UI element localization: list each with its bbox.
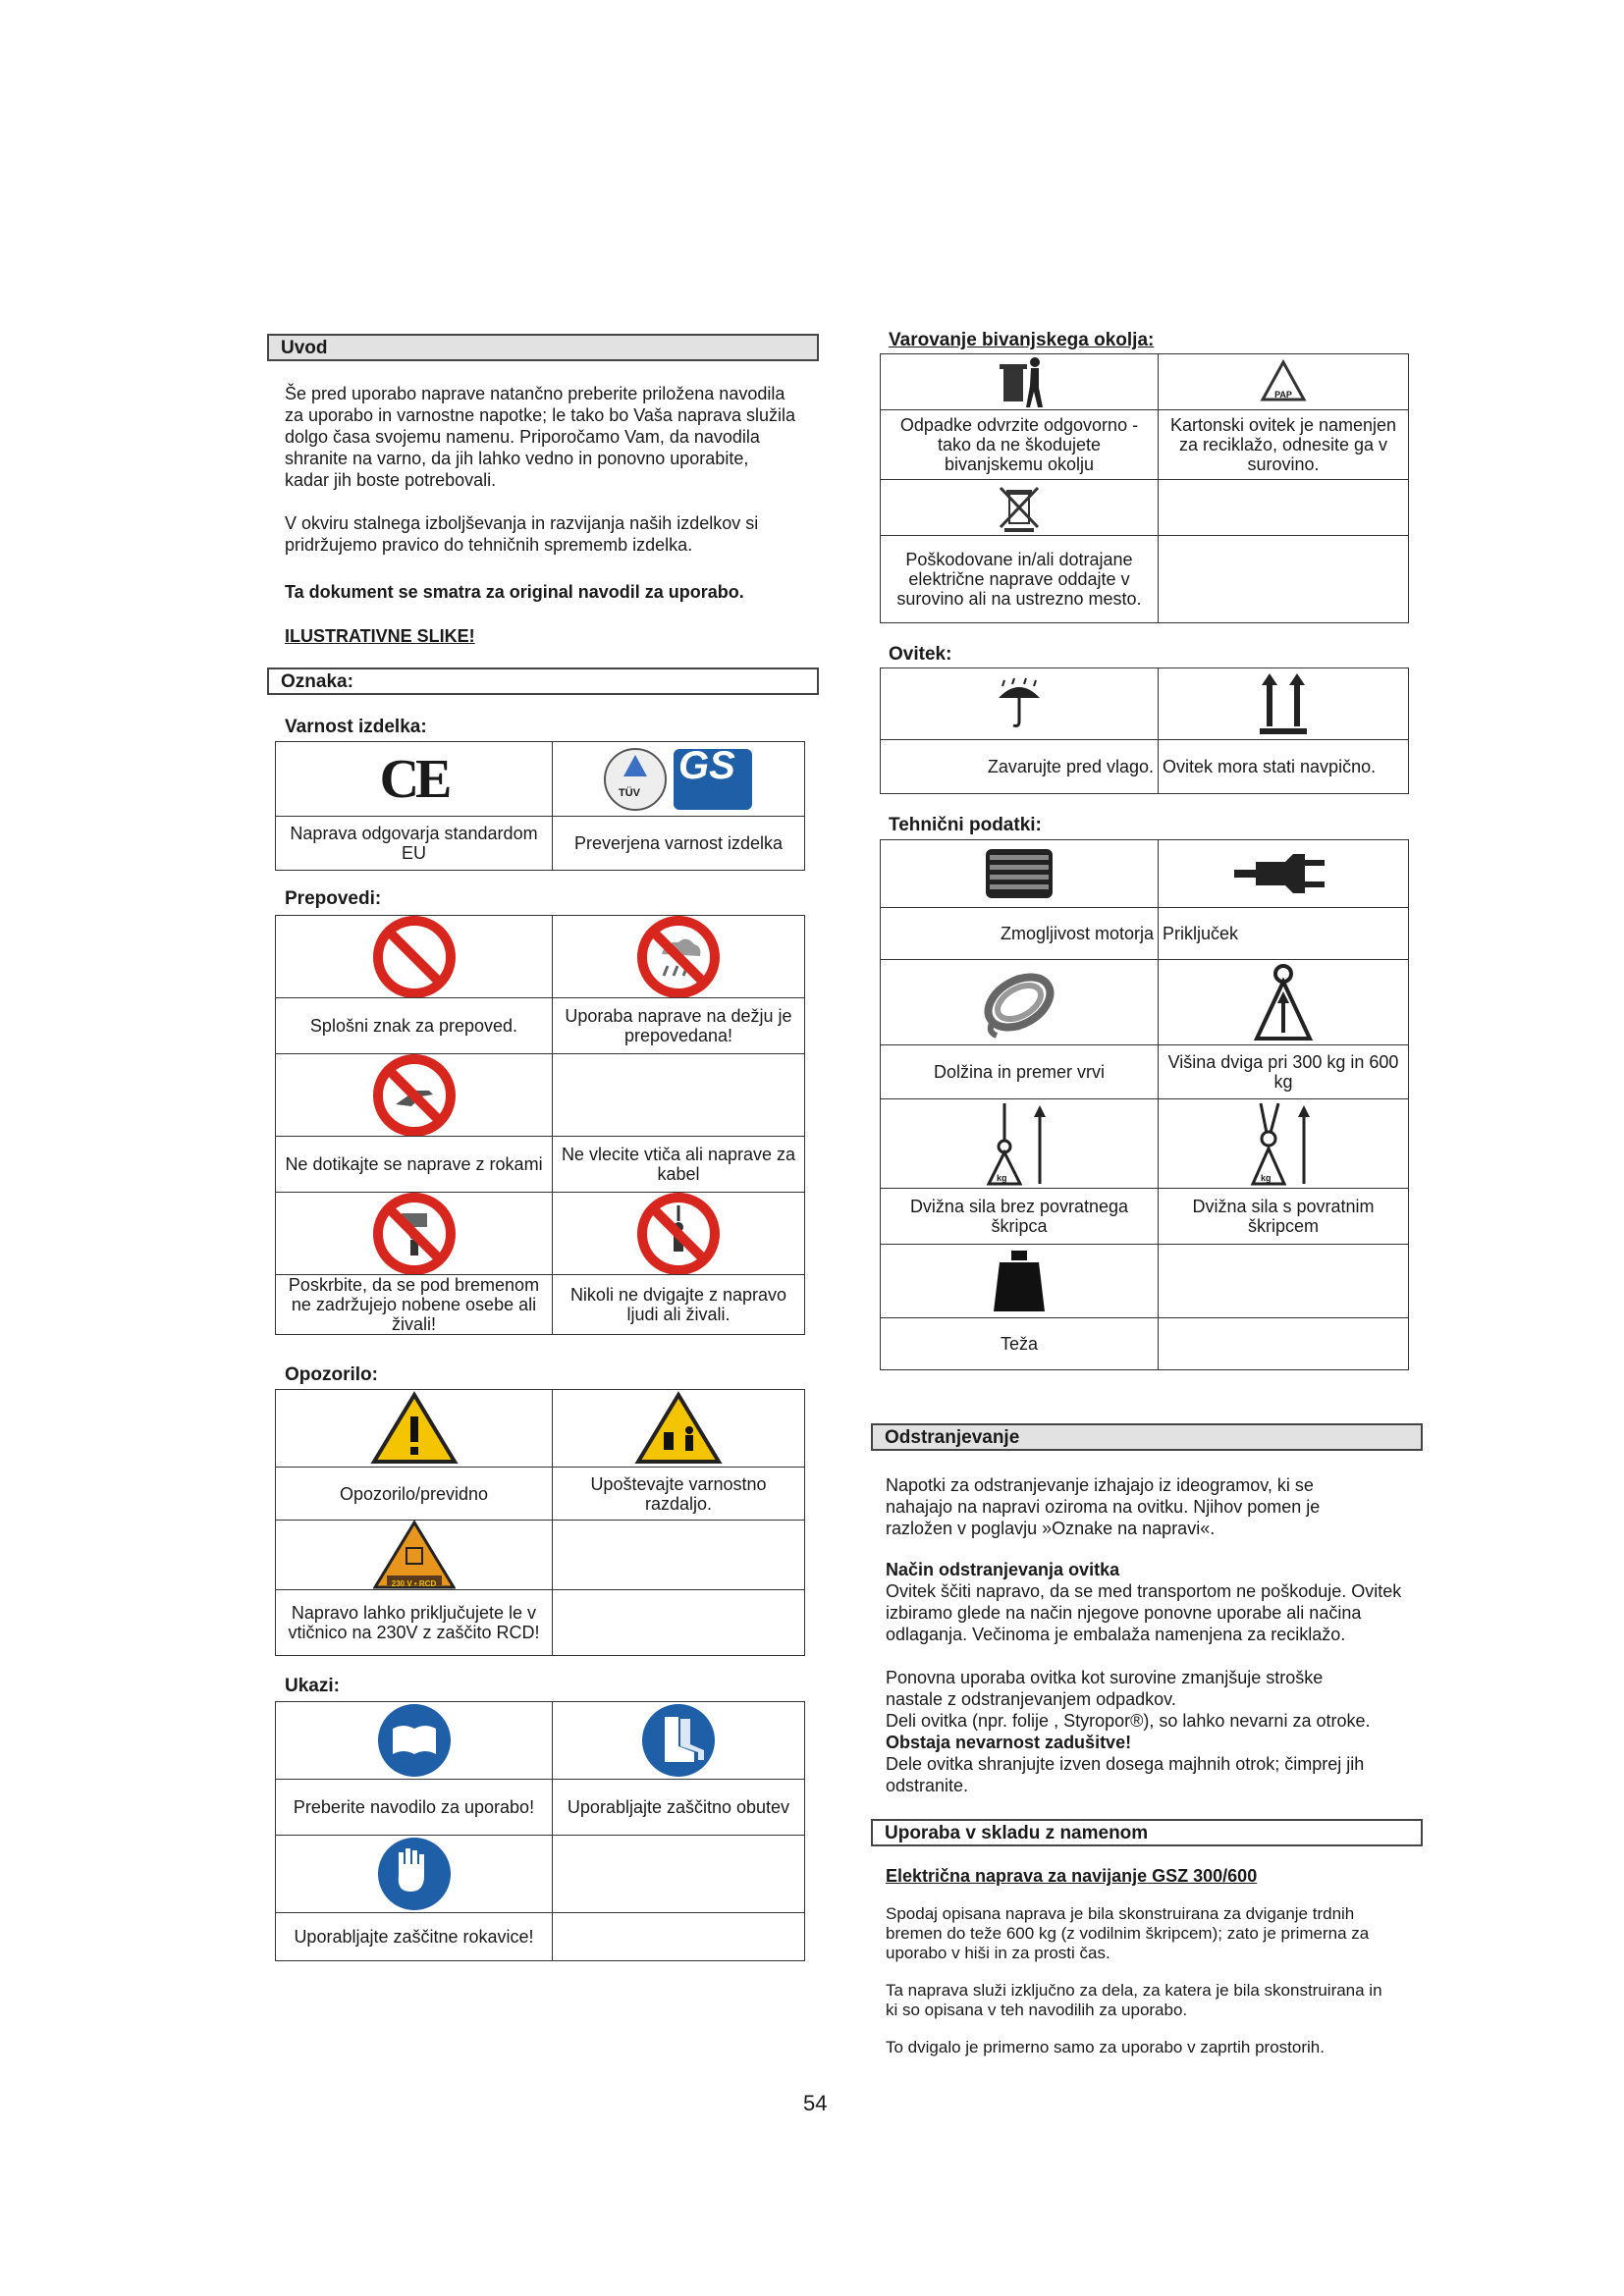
no-person-under-load-icon <box>372 1192 457 1276</box>
opozorilo-text-cell-3: Napravo lahko priključujete le v vtičnico na 230V z zaščito RCD! <box>275 1589 553 1656</box>
lift-force-no-pulley-icon <box>985 1101 1054 1186</box>
tech-icon-cell-3 <box>880 959 1159 1045</box>
ukaz-icon-cell-2 <box>552 1701 805 1780</box>
ukaz-icon-cell-4 <box>552 1835 805 1913</box>
prepoved-text-cell-1: Splošni znak za prepoved. <box>275 997 553 1054</box>
ukaz-icon-cell-3 <box>275 1835 553 1913</box>
page-number: 54 <box>803 2091 828 2115</box>
kg-label-2: kg <box>1261 1173 1272 1183</box>
tech-text-cell-3: Dolžina in premer vrvi <box>880 1044 1159 1099</box>
ce-mark-icon: CE <box>379 748 449 810</box>
subheading-ukazi: Ukazi: <box>285 1676 340 1696</box>
odstranjevanje-paragraph-4: Deli ovitka (npr. folije , Styropor®), so lahko nevarni za otroke. <box>886 1711 1371 1731</box>
uporaba-paragraph-3: To dvigalo je primerno samo za uporabo v zaprtih prostorih. <box>886 2038 1325 2056</box>
motor-icon <box>980 843 1058 904</box>
prepoved-icon-cell-2 <box>552 915 805 998</box>
prepoved-text-cell-3: Ne dotikajte se naprave z rokami <box>275 1136 553 1193</box>
okolje-text-cell-4 <box>1158 535 1409 623</box>
subheading-prepovedi: Prepovedi: <box>285 888 382 909</box>
varnost-text-cell-1: Naprava odgovarja standardom EU <box>275 816 553 871</box>
tech-text-cell-1: Zmogljivost motorja <box>880 907 1159 960</box>
recycle-code-label: PAP <box>1274 390 1292 400</box>
subheading-ovitek: Ovitek: <box>889 644 952 665</box>
no-lifting-people-icon <box>636 1192 721 1276</box>
uvod-paragraph-1: Še pred uporabo naprave natančno preberite priložena navodila za uporabo in varnostne napotke; le tako bo Vaša naprava služila dolgo časa svojemu namenu. Priporočamo Vam, da navodila shranite na varno, da jih lahko vedno in ponovno uporabite, kadar jih boste potrebovali. <box>285 384 796 490</box>
uvod-paragraph-3: Ta dokument se smatra za original navodil za uporabo. <box>285 582 744 602</box>
ukaz-text-cell-1: Preberite navodilo za uporabo! <box>275 1779 553 1836</box>
tuv-label: TÜV <box>619 787 640 799</box>
ovitek-icon-cell-1 <box>880 667 1159 740</box>
safety-distance-icon <box>634 1391 723 1466</box>
prepoved-text-cell-4: Ne vlecite vtiča ali naprave za kabel <box>552 1136 805 1193</box>
gs-label: GS <box>678 744 735 787</box>
ovitek-icon-cell-2 <box>1158 667 1409 740</box>
rope-coil-icon <box>975 963 1063 1041</box>
prepoved-icon-cell-3 <box>275 1053 553 1137</box>
tech-icon-cell-7 <box>880 1244 1159 1318</box>
weight-icon <box>990 1249 1049 1313</box>
okolje-text-cell-2: Kartonski ovitek je namenjen za reciklažo, odnesite ga v surovino. <box>1158 409 1409 480</box>
tech-icon-cell-2 <box>1158 839 1409 908</box>
prohibition-icon <box>372 915 457 999</box>
prepoved-text-cell-5: Poskrbite, da se pod bremenom ne zadržujejo nobene osebe ali živali! <box>275 1274 553 1335</box>
section-header-oznaka: Oznaka: <box>267 667 819 695</box>
opozorilo-icon-cell-2 <box>552 1389 805 1468</box>
odstranjevanje-paragraph-2: Ovitek ščiti napravo, da se med transportom ne poškoduje. Ovitek izbiramo glede na način njegove ponovne uporabe ali načina odlaganja. Večinoma je embalaža namenjena za reciklažo. <box>886 1581 1402 1644</box>
plug-icon <box>1234 844 1332 903</box>
okolje-text-cell-3: Poškodovane in/ali dotrajane električne naprave oddajte v surovino ali na ustrezno mesto. <box>880 535 1159 623</box>
subheading-tehnicni: Tehnični podatki: <box>889 815 1042 835</box>
prepoved-text-cell-6: Nikoli ne dvigajte z napravo ljudi ali živali. <box>552 1274 805 1335</box>
waste-bin-person-icon <box>990 354 1049 409</box>
no-rain-icon <box>636 915 721 999</box>
prepoved-icon-cell-5 <box>275 1192 553 1275</box>
okolje-icon-cell-4 <box>1158 479 1409 536</box>
prepoved-icon-cell-6 <box>552 1192 805 1275</box>
opozorilo-icon-cell-3 <box>275 1520 553 1590</box>
varnost-icon-cell-2 <box>552 741 805 817</box>
ukaz-text-cell-2: Uporabljajte zaščitno obutev <box>552 1779 805 1836</box>
uporaba-paragraph-2: Ta naprava služi izključno za dela, za katera je bila skonstruirana in ki so opisana v teh navodilih za uporabo. <box>886 1981 1382 2019</box>
prepoved-text-cell-2: Uporaba naprave na dežju je prepovedana! <box>552 997 805 1054</box>
okolje-icon-cell-3 <box>880 479 1159 536</box>
ukaz-text-cell-4 <box>552 1912 805 1961</box>
okolje-icon-cell-2 <box>1158 353 1409 410</box>
section-header-uvod: Uvod <box>267 334 819 361</box>
tech-icon-cell-8 <box>1158 1244 1409 1318</box>
tech-icon-cell-6 <box>1158 1098 1409 1189</box>
uporaba-heading: Električna naprava za navijanje GSZ 300/600 <box>886 1866 1258 1886</box>
varnost-icon-cell-1 <box>275 741 553 817</box>
crossed-bin-icon <box>995 482 1044 533</box>
illustrative-note: ILUSTRATIVNE SLIKE! <box>285 626 475 646</box>
opozorilo-icon-cell-4 <box>552 1520 805 1590</box>
tech-icon-cell-4 <box>1158 959 1409 1045</box>
safety-gloves-icon <box>375 1835 454 1913</box>
tech-text-cell-2: Priključek <box>1158 907 1409 960</box>
uporaba-paragraph-1: Spodaj opisana naprava je bila skonstruirana za dviganje trdnih bremen do teže 600 kg (z vodilnim škripcem); zato je primerna za uporabo v hiši in za prosti čas. <box>886 1904 1370 1962</box>
odstranjevanje-heading-2: Način odstranjevanja ovitka <box>886 1560 1120 1579</box>
tech-icon-cell-5 <box>880 1098 1159 1189</box>
section-header-odstranjevanje: Odstranjevanje <box>871 1423 1423 1451</box>
okolje-text-cell-1: Odpadke odvrzite odgovorno - tako da ne škodujete bivanjskemu okolju <box>880 409 1159 480</box>
opozorilo-text-cell-1: Opozorilo/previdno <box>275 1467 553 1521</box>
tech-text-cell-8 <box>1158 1317 1409 1370</box>
odstranjevanje-warning: Obstaja nevarnost zadušitve! <box>886 1733 1132 1752</box>
tech-text-cell-4: Višina dviga pri 300 kg in 600 kg <box>1158 1044 1409 1099</box>
prepoved-icon-cell-4 <box>552 1053 805 1137</box>
section-header-uporaba: Uporaba v skladu z namenom <box>871 1819 1423 1846</box>
warning-icon <box>370 1391 459 1466</box>
subheading-varnost: Varnost izdelka: <box>285 717 427 737</box>
odstranjevanje-paragraph-1: Napotki za odstranjevanje izhajajo iz ideogramov, ki se nahajajo na napravi oziroma na ovitku. Njihov pomen je razložen v poglavju »Oznake na napravi«. <box>886 1475 1321 1538</box>
tech-text-cell-6: Dvižna sila s povratnim škripcem <box>1158 1188 1409 1245</box>
kg-label-1: kg <box>997 1173 1007 1183</box>
varnost-text-cell-2: Preverjena varnost izdelka <box>552 816 805 871</box>
ukaz-text-cell-3: Uporabljajte zaščitne rokavice! <box>275 1912 553 1961</box>
safety-boots-icon <box>639 1701 718 1780</box>
okolje-icon-cell-1 <box>880 353 1159 410</box>
ovitek-text-cell-2: Ovitek mora stati navpično. <box>1158 739 1409 794</box>
rcd-badge-label: 230 V • RCD <box>391 1579 437 1588</box>
subheading-okolje: Varovanje bivanjskega okolja: <box>889 330 1155 350</box>
subheading-opozorilo: Opozorilo: <box>285 1364 378 1385</box>
umbrella-icon <box>995 676 1044 731</box>
lift-height-icon <box>1249 962 1318 1042</box>
tech-text-cell-7: Teža <box>880 1317 1159 1370</box>
read-manual-icon <box>375 1701 454 1780</box>
lift-force-with-pulley-icon <box>1249 1101 1318 1186</box>
opozorilo-icon-cell-1 <box>275 1389 553 1468</box>
opozorilo-text-cell-2: Upoštevajte varnostno razdaljo. <box>552 1467 805 1521</box>
uvod-paragraph-2: V okviru stalnega izboljševanja in razvijanja naših izdelkov si pridržujemo pravico do tehničnih sprememb izdelka. <box>285 513 759 555</box>
tech-icon-cell-1 <box>880 839 1159 908</box>
tech-text-cell-5: Dvižna sila brez povratnega škripca <box>880 1188 1159 1245</box>
ukaz-icon-cell-1 <box>275 1701 553 1780</box>
no-touch-hand-icon <box>372 1053 457 1138</box>
odstranjevanje-paragraph-3: Ponovna uporaba ovitka kot surovine zmanjšuje stroške nastale z odstranjevanjem odpadkov. <box>886 1668 1324 1709</box>
ovitek-text-cell-1: Zavarujte pred vlago. <box>880 739 1159 794</box>
opozorilo-text-cell-4 <box>552 1589 805 1656</box>
odstranjevanje-paragraph-6: Dele ovitka shranjujte izven dosega majhnih otrok; čimprej jih odstranite. <box>886 1754 1365 1795</box>
prepoved-icon-cell-1 <box>275 915 553 998</box>
this-way-up-icon <box>1256 671 1311 736</box>
